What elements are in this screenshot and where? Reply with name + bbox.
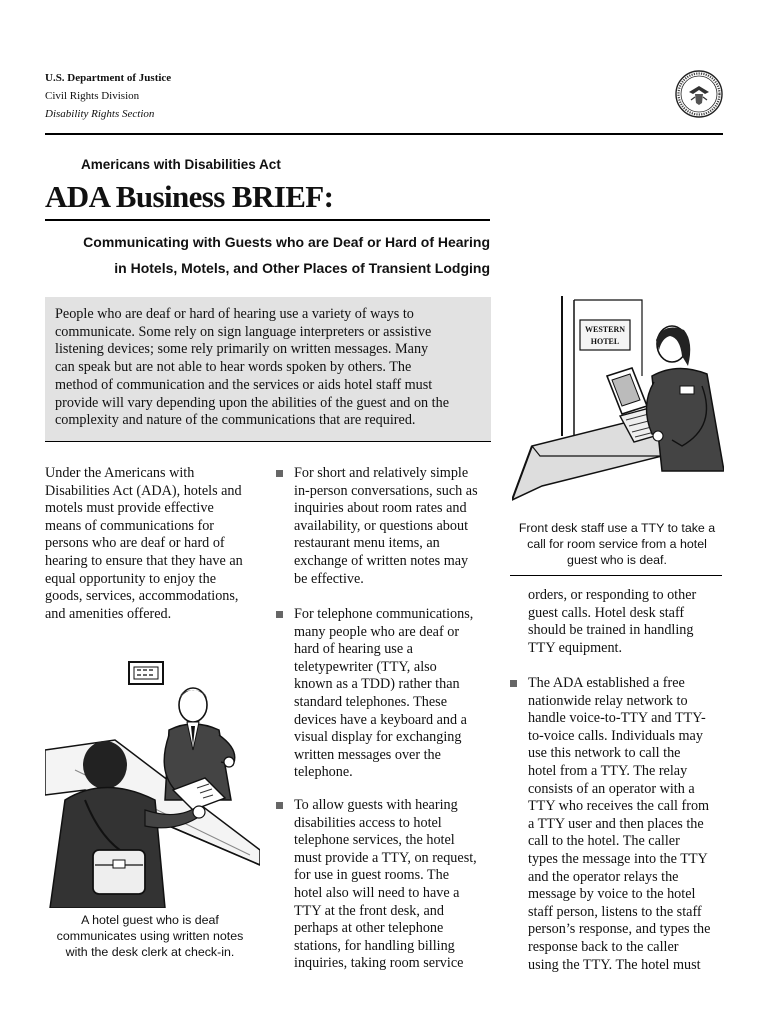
bullet-line: inquiries about room rates and	[294, 500, 467, 517]
intro-line: complexity and nature of the communications that are required.	[55, 412, 416, 429]
intro-line: method of communication and the services or aids hotel staff must	[55, 376, 433, 393]
bullet-line: TTY at the front desk, and	[294, 902, 444, 919]
bullet-line: must provide a TTY, on request,	[294, 849, 477, 866]
col1-line: means of communications for	[45, 517, 215, 534]
bullet-square-icon	[510, 680, 517, 687]
front-desk-caption	[510, 520, 724, 568]
checkin-caption	[45, 912, 255, 960]
bullet-line: handle voice-to-TTY and TTY-	[528, 710, 706, 727]
kicker: Americans with Disabilities Act	[81, 157, 281, 172]
bullet-line: hotel from a TTY. The relay	[528, 762, 688, 779]
intro-line: listening devices; some rely primarily on written messages. Many	[55, 341, 429, 358]
bullet-line: call to the hotel. The caller	[528, 833, 680, 850]
intro-box	[45, 297, 491, 442]
col1-paragraph	[45, 465, 265, 623]
col1-line: Under the Americans with	[45, 465, 195, 481]
bullet-line: disabilities access to hotel	[294, 814, 442, 831]
bullet-line: nationwide relay network to	[528, 692, 688, 709]
bullet-line: known as a TDD) rather than	[294, 676, 460, 693]
bullet-line: exchange of written notes may	[294, 552, 469, 569]
col1-line: equal opportunity to enjoy the	[45, 570, 217, 587]
bullet-line: staff person, listens to the staff	[528, 903, 702, 920]
caption-rule	[510, 575, 722, 576]
col3-line: orders, or responding to other	[528, 587, 697, 603]
title-rule	[45, 219, 490, 221]
col1-line: goods, services, accommodations,	[45, 588, 239, 605]
bullet-line: visual display for exchanging	[294, 729, 462, 746]
col1-line: hearing to ensure that they have an	[45, 552, 243, 569]
bullet-relay-network	[528, 675, 728, 974]
bullet-square-icon	[276, 802, 283, 809]
bullet-line: to-voice calls. Individuals may	[528, 727, 703, 744]
col1-line: and amenities offered.	[45, 605, 172, 622]
bullet-line: To allow guests with hearing	[294, 797, 458, 813]
intro-line: can speak but are not able to hear words spoken by others. The	[55, 359, 412, 376]
col3-line: should be trained in handling	[528, 622, 694, 639]
bullet-line: restaurant menu items, an	[294, 535, 440, 552]
bullet-line: inquiries, taking room service	[294, 955, 464, 972]
caption-line: Front desk staff use a TTY to take a	[518, 521, 716, 535]
bullet-line: For telephone communications,	[294, 606, 474, 622]
col3-continued	[528, 587, 728, 657]
bullet-line: be effective.	[294, 570, 364, 587]
col1-line: persons who are deaf or hard of	[45, 535, 225, 552]
checkin-illustration	[45, 650, 260, 908]
bullet-line: response back to the caller	[528, 938, 679, 955]
bullet-line: in-person conversations, such as	[294, 482, 478, 499]
bullet-line: message by voice to the hotel	[528, 886, 696, 903]
caption-line: call for room service from a hotel	[527, 537, 707, 551]
col3-line: guest calls. Hotel desk staff	[528, 604, 685, 621]
header-divider	[45, 133, 723, 135]
col3-line: TTY equipment.	[528, 639, 623, 656]
agency-name: U.S. Department of Justice	[45, 72, 172, 84]
bullet-line: standard telephones. These	[294, 693, 447, 710]
bullet-square-icon	[276, 611, 283, 618]
intro-box-bottom-rule	[45, 441, 491, 443]
bullet-square-icon	[276, 470, 283, 477]
intro-line: People who are deaf or hard of hearing use a variety of ways to	[55, 306, 414, 322]
bullet-line: and the operator relays the	[528, 868, 679, 885]
bullet-line: hotel also will need to have a	[294, 884, 460, 901]
intro-line: communicate. Some rely on sign language interpreters or assistive	[55, 323, 432, 340]
bullet-in-person	[294, 465, 499, 588]
caption-line: guest who is deaf.	[567, 553, 667, 567]
bullet-line: person’s response, and types the	[528, 921, 711, 938]
bullet-line: using the TTY. The hotel must	[528, 956, 701, 973]
doj-seal-icon	[675, 70, 723, 118]
sign-text-line2: HOTEL	[590, 337, 620, 346]
caption-line: with the desk clerk at check-in.	[65, 945, 235, 959]
bullet-line: The ADA established a free	[528, 675, 685, 691]
bullet-line: teletypewriter (TTY, also	[294, 658, 437, 675]
subtitle-line2: in Hotels, Motels, and Other Places of Transient Lodging	[114, 260, 490, 276]
bullet-line: For short and relatively simple	[294, 465, 469, 481]
bullet-line: devices have a keyboard and a	[294, 711, 467, 728]
bullet-line: hard of hearing use a	[294, 641, 413, 658]
section-name: Disability Rights Section	[45, 108, 155, 120]
bullet-line: many people who are deaf or	[294, 623, 460, 640]
intro-line: provide will vary depending upon the abilities of the guest and on the	[55, 394, 450, 411]
bullet-line: telephone services, the hotel	[294, 832, 455, 849]
caption-line: communicates using written notes	[56, 929, 244, 943]
bullet-line: written messages over the	[294, 746, 441, 763]
bullet-telephone	[294, 606, 499, 782]
sign-text-line1: WESTERN	[584, 325, 626, 334]
bullet-line: for use in guest rooms. The	[294, 867, 449, 884]
bullet-line: use this network to call the	[528, 745, 681, 762]
col1-line: Disabilities Act (ADA), hotels and	[45, 482, 242, 499]
bullet-line: TTY who receives the call from	[528, 798, 710, 815]
bullet-line: telephone.	[294, 764, 353, 781]
bullet-line: availability, or questions about	[294, 517, 469, 534]
bullet-line: stations, for handling billing	[294, 937, 455, 954]
page-title: ADA Business BRIEF:	[45, 179, 334, 214]
bullet-line: a TTY user and then places the	[528, 815, 704, 832]
intro-text	[55, 306, 449, 430]
bullet-line: consists of an operator with a	[528, 780, 695, 797]
bullet-line: types the message into the TTY	[528, 850, 708, 867]
bullet-line: perhaps at other telephone	[294, 920, 444, 937]
subtitle-line1: Communicating with Guests who are Deaf or Hard of Hearing	[83, 234, 490, 250]
caption-line: A hotel guest who is deaf	[81, 913, 219, 927]
division-name: Civil Rights Division	[45, 90, 140, 102]
col1-line: motels must provide effective	[45, 500, 214, 517]
front-desk-illustration	[512, 296, 724, 502]
bullet-guest-access	[294, 797, 499, 973]
